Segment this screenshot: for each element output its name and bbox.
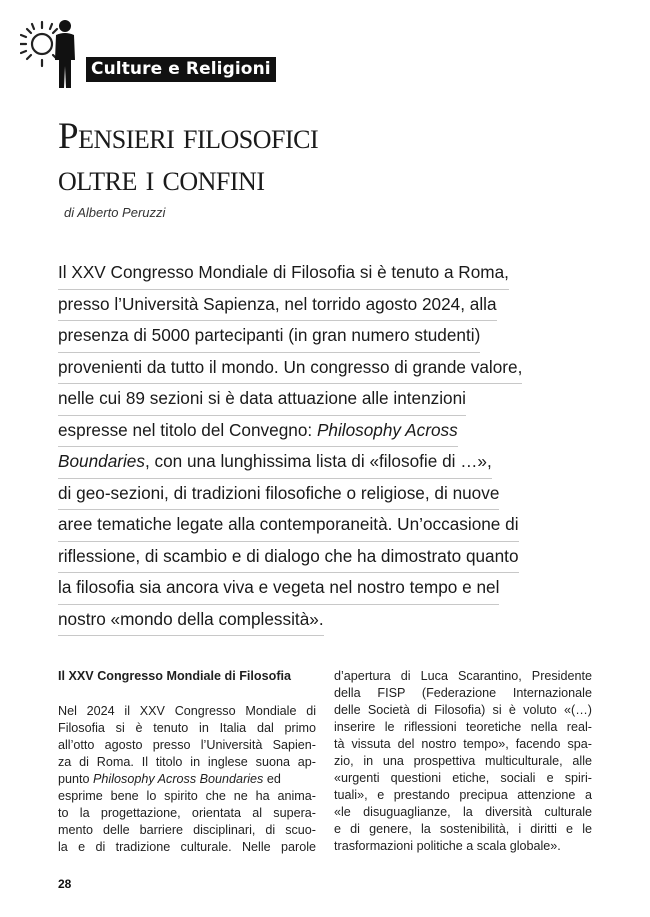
right-column [334,668,592,855]
convention-title: Philosophy Across [316,419,458,440]
byline: di Alberto Peruzzi [64,205,166,220]
page-number: 28 [58,877,72,891]
body-line: la e di tradizione culturale. Nelle parole [58,840,316,854]
lead-line: la filosofia sia ancora viva e vegeta nel nostro tempo e nel [58,573,499,605]
body-line: tà vissuta del nostro tempo», facendo spa- [334,737,592,751]
lead-line: nelle cui 89 sezioni si è data attuazione alle intenzioni [58,384,466,416]
body-line: trasformazioni politiche a scala globale». [334,839,561,853]
body-line: tuali», e prestando precipua attenzione a [334,788,592,802]
left-column [58,668,316,856]
lead-line: di geo-sezioni, di tradizioni filosofiche o religiose, di nuove [58,479,499,511]
body-line: «urgenti questioni etiche, sociali e spiri- [334,771,592,785]
lead-line: aree tematiche legate alla contemporaneità. Un’occasione di [58,510,519,542]
lead-line [58,416,458,448]
lead-text: , con una lunghissima lista di «filosofie di …», [144,451,492,471]
body-line: all’otto agosto presso l’Università Sapien- [58,738,316,752]
lead-text: espresse nel titolo del Convegno: [58,419,317,440]
lead-line: riflessione, di scambio e di dialogo che ha dimostrato quanto [58,542,519,574]
body-text: punto [58,772,94,786]
lead-line [58,447,492,479]
body-columns [58,668,598,858]
body-line: Nel 2024 il XXV Congresso Mondiale di [58,704,316,718]
lead-paragraph [58,258,598,636]
body-line: mento delle barriere disciplinari, di scuo- [58,823,316,837]
column-heading: Il XXV Congresso Mondiale di Filosofia [58,669,292,683]
body-line [58,771,316,788]
body-line: zio, in una prospettiva multiculturale, alle [334,754,592,768]
lead-line: provenienti da tutto il mondo. Un congresso di grande valore, [58,353,522,385]
section-label: Culture e Religioni [86,57,276,82]
body-line: e di genere, la sostenibilità, i diritti e le [334,822,592,836]
lead-line: presenza di 5000 partecipanti (in gran numero studenti) [58,321,480,353]
body-line: Filosofia si è tenuto in Italia dal primo [58,721,316,735]
lead-line: nostro «mondo della complessità». [58,605,324,637]
sun-figure-icon [20,14,90,90]
body-text: ed [263,772,281,786]
body-line: d’apertura di Luca Scarantino, Presidente [334,669,592,683]
body-line: della FISP (Federazione Internazionale [334,686,592,700]
body-line: delle Società di Filosofia) si è voluto «(…) [334,703,592,717]
italic-title: Philosophy Across Boundaries [93,772,264,786]
body-line: «le disuguaglianze, la diversità culturale [334,805,592,819]
title-line-1: Pensieri filosofici [58,116,319,157]
body-line: za di Roma. Il titolo in inglese suona ap- [58,755,316,769]
title-line-2: oltre i confini [58,158,265,199]
body-line: inserire le riflessioni teoretiche nella real- [334,720,592,734]
lead-line: presso l’Università Sapienza, nel torrido agosto 2024, alla [58,290,497,322]
lead-line: Il XXV Congresso Mondiale di Filosofia si è tenuto a Roma, [58,258,509,290]
convention-title: Boundaries [58,451,145,471]
article-title [58,116,618,200]
body-line: to la progettazione, orientata al supera- [58,806,316,820]
body-line: esprime bene lo spirito che ne ha anima- [58,789,316,803]
